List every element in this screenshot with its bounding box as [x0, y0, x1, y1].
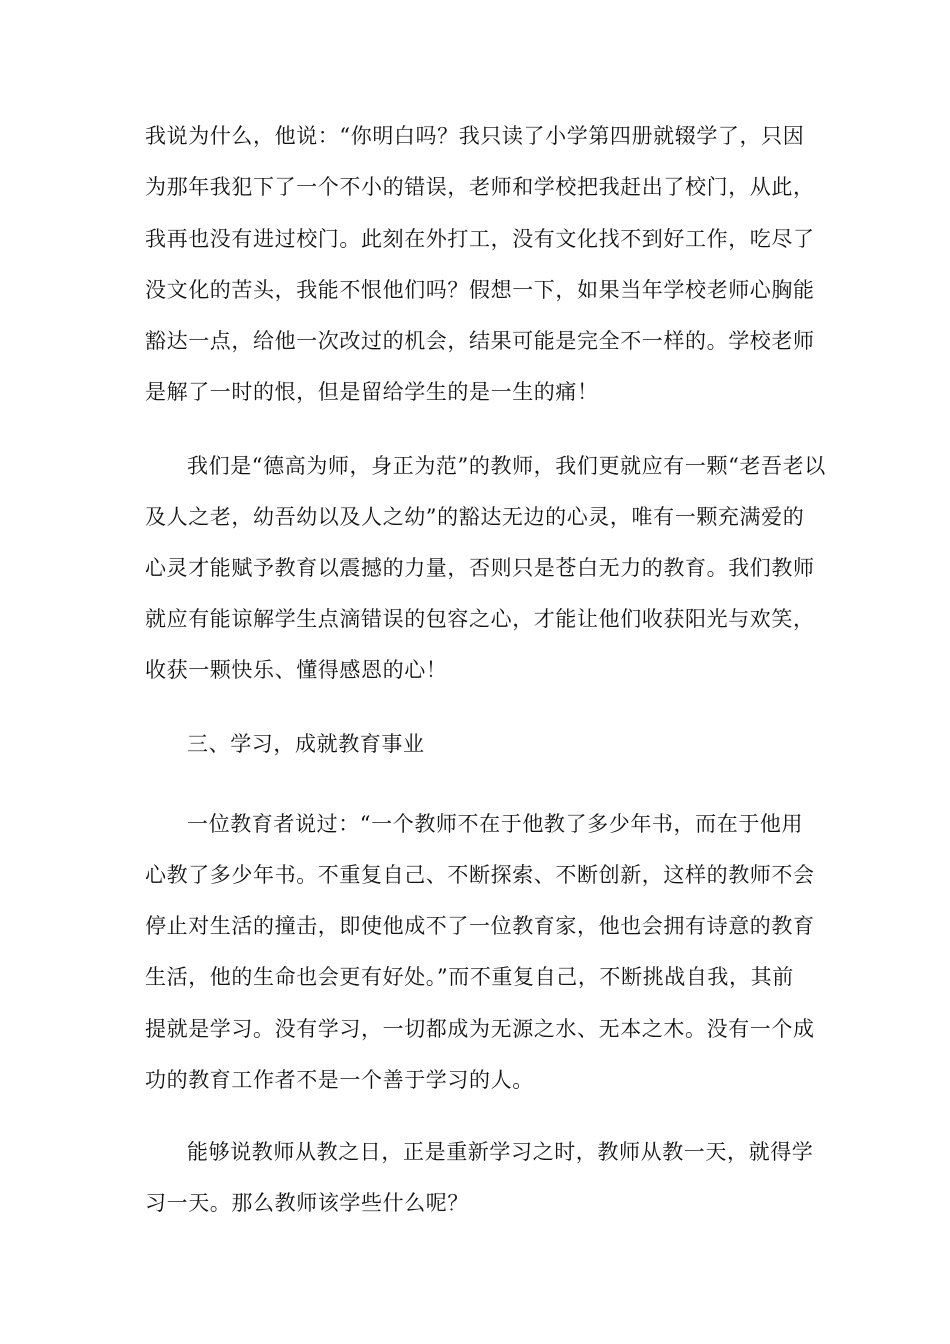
paragraph-4-line-1: 能够说教师从教之日，正是重新学习之时，教师从教一天，就得学 [187, 1140, 814, 1164]
paragraph-2-line-3: 心灵才能赋予教育以震撼的力量，否则只是苍白无力的教育。我们教师 [145, 556, 815, 580]
paragraph-4-line-2: 习一天。那么教师该学些什么呢？ [145, 1191, 469, 1215]
paragraph-2-line-5: 收获一颗快乐、懂得感恩的心！ [145, 658, 448, 682]
paragraph-1-line-3: 我再也没有进过校门。此刻在外打工，没有文化找不到好工作，吃尽了 [145, 227, 815, 251]
paragraph-2-line-1: 我们是“德高为师，身正为范”的教师，我们更就应有一颗“老吾老以 [187, 454, 826, 478]
paragraph-3-line-2: 心教了多少年书。不重复自己、不断探索、不断创新，这样的教师不会 [145, 863, 815, 887]
paragraph-3-line-5: 提就是学习。没有学习，一切都成为无源之水、无本之木。没有一个成 [145, 1017, 815, 1041]
paragraph-3-line-3: 停止对生活的撞击，即使他成不了一位教育家，他也会拥有诗意的教育 [145, 914, 815, 938]
paragraph-1-line-4: 没文化的苦头，我能不恨他们吗？假想一下，如果当年学校老师心胸能 [145, 278, 815, 302]
paragraph-3-line-1: 一位教育者说过：“一个教师不在于他教了多少年书，而在于他用 [187, 812, 804, 836]
paragraph-3-line-4: 生活，他的生命也会更有好处。”而不重复自己，不断挑战自我，其前 [145, 965, 794, 989]
paragraph-1-line-2: 为那年我犯下了一个不小的错误，老师和学校把我赶出了校门，从此， [145, 175, 815, 199]
paragraph-1-line-5: 豁达一点，给他一次改过的机会，结果可能是完全不一样的。学校老师 [145, 329, 815, 353]
paragraph-3-line-6: 功的教育工作者不是一个善于学习的人。 [145, 1068, 534, 1092]
paragraph-2-line-4: 就应有能谅解学生点滴错误的包容之心，才能让他们收获阳光与欢笑， [145, 607, 815, 631]
paragraph-1-line-1: 我说为什么，他说：“你明白吗？我只读了小学第四册就辍学了，只因 [145, 124, 805, 148]
paragraph-2-line-2: 及人之老，幼吾幼以及人之幼”的豁达无边的心灵，唯有一颗充满爱的 [145, 505, 805, 529]
section-heading: 三、学习，成就教育事业 [187, 732, 425, 756]
paragraph-1-line-6: 是解了一时的恨，但是留给学生的是一生的痛！ [145, 380, 599, 404]
